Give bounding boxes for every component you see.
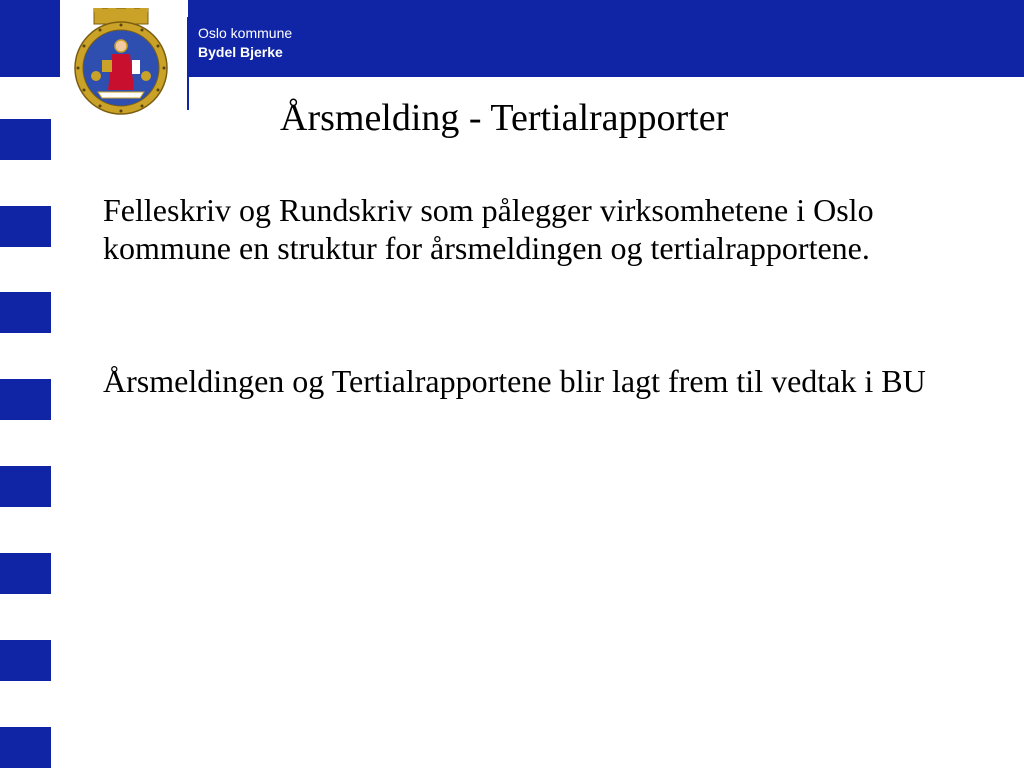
side-stripe xyxy=(0,640,51,681)
organization-block xyxy=(198,24,292,62)
org-name: Oslo kommune xyxy=(198,25,293,41)
slide-title: Årsmelding - Tertialrapporter xyxy=(280,97,729,139)
side-stripe xyxy=(0,379,51,420)
side-stripe xyxy=(0,553,51,594)
side-stripe xyxy=(0,466,51,507)
district-name: Bydel Bjerke xyxy=(198,44,283,60)
side-stripe xyxy=(0,292,51,333)
body-paragraph: Årsmeldingen og Tertialrapportene blir lagt frem til vedtak i BU xyxy=(103,363,926,399)
side-stripe xyxy=(0,727,51,768)
side-stripe xyxy=(0,119,51,160)
side-stripe xyxy=(0,206,51,247)
header-divider xyxy=(187,17,189,110)
oslo-city-seal-icon xyxy=(72,8,170,120)
body-paragraph: Felleskriv og Rundskriv som pålegger virksomhetene i Oslo kommune en struktur for årsmeldingen og tertialrapportene. xyxy=(103,192,874,266)
